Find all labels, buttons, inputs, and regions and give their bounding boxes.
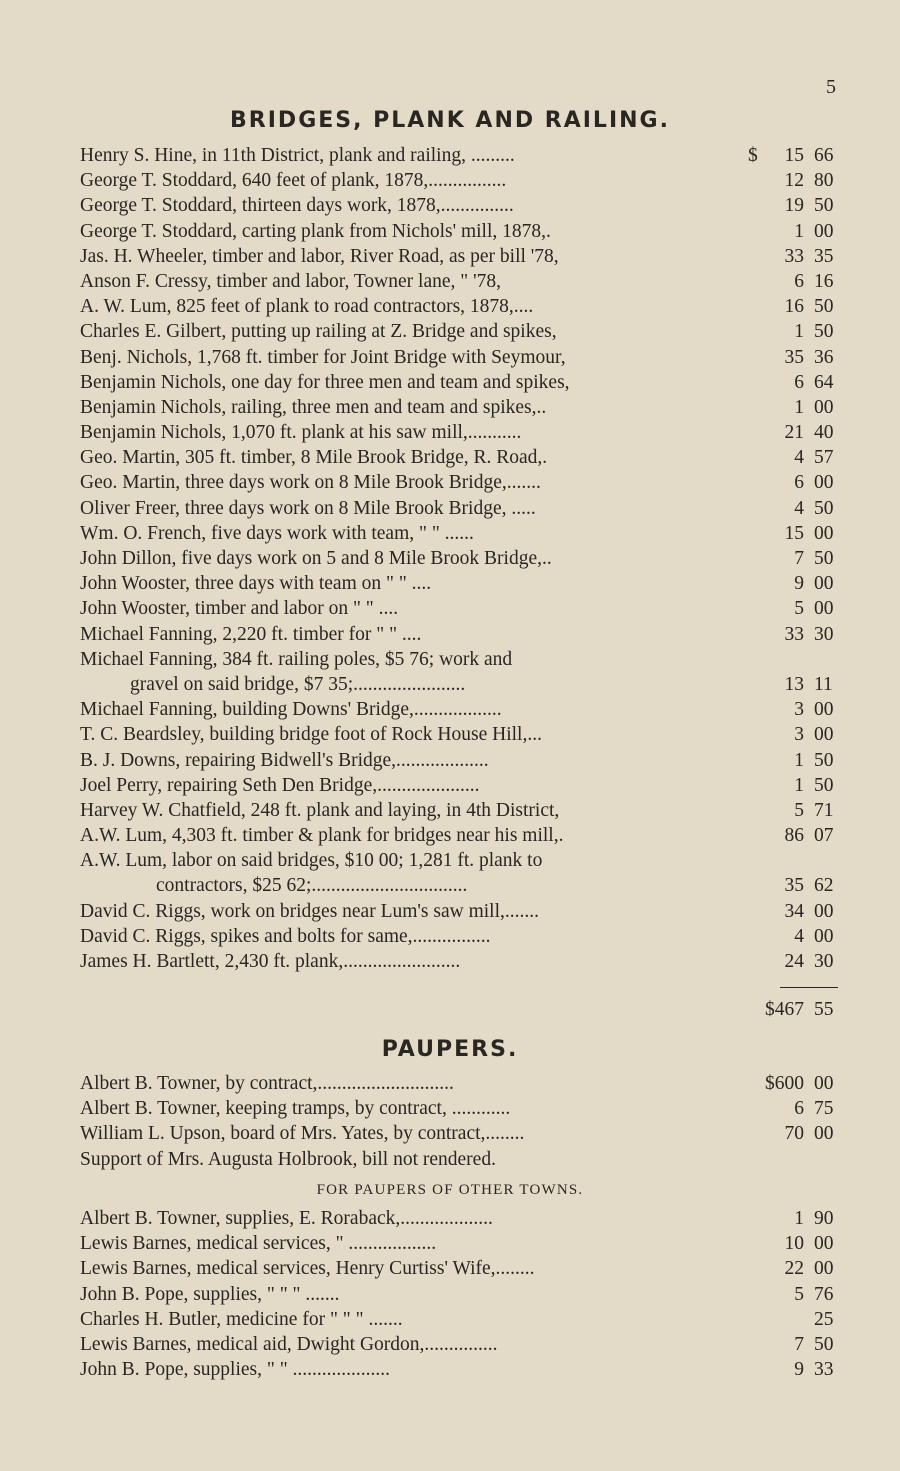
ledger-entry bbox=[0, 699, 900, 724]
amount-dollars: 22 bbox=[784, 1258, 804, 1280]
ledger-entry bbox=[0, 296, 900, 321]
amount-cents: 07 bbox=[814, 825, 834, 847]
amount-dollars: 1 bbox=[794, 396, 804, 418]
ledger-entry bbox=[0, 1098, 900, 1123]
amount-cents: 00 bbox=[814, 1123, 834, 1145]
ledger-entry bbox=[0, 1334, 900, 1359]
ledger-entry bbox=[0, 1359, 900, 1384]
amount-cents: 00 bbox=[814, 522, 834, 544]
amount-cents: 50 bbox=[814, 195, 834, 217]
entry-description: Harvey W. Chatfield, 248 ft. plank and laying, in 4th District, bbox=[80, 799, 560, 821]
entry-description: David C. Riggs, spikes and bolts for same,................ bbox=[80, 925, 491, 947]
entry-description: Oliver Freer, three days work on 8 Mile Brook Bridge, ..... bbox=[80, 497, 536, 519]
total-rule bbox=[780, 987, 838, 988]
amount-dollars: 5 bbox=[794, 598, 804, 620]
entry-description: Anson F. Cressy, timber and labor, Towner lane, " '78, bbox=[80, 270, 501, 292]
entry-description: George T. Stoddard, carting plank from Nichols' mill, 1878,. bbox=[80, 220, 551, 242]
amount-cents: 50 bbox=[814, 774, 834, 796]
ledger-entry bbox=[0, 145, 900, 170]
amount-dollars: 6 bbox=[794, 472, 804, 494]
amount-cents: 16 bbox=[814, 270, 834, 292]
entry-description: George T. Stoddard, 640 feet of plank, 1878,................ bbox=[80, 170, 507, 192]
ledger-entry bbox=[0, 195, 900, 220]
amount-cents: 64 bbox=[814, 371, 834, 393]
amount-dollars: 13 bbox=[784, 673, 804, 695]
ledger-entry bbox=[0, 1149, 900, 1174]
ledger-entry bbox=[0, 271, 900, 296]
entry-description: John Wooster, three days with team on " " .... bbox=[80, 573, 432, 595]
entry-description: James H. Bartlett, 2,430 ft. plank,........................ bbox=[80, 951, 461, 972]
entry-description: Michael Fanning, 2,220 ft. timber for " " .... bbox=[80, 623, 422, 645]
ledger-entry bbox=[0, 221, 900, 246]
ledger-entry bbox=[0, 901, 900, 926]
amount-dollars: 86 bbox=[784, 825, 804, 847]
ledger-entry bbox=[0, 498, 900, 523]
amount-dollars: 9 bbox=[794, 573, 804, 595]
entry-description: John Wooster, timber and labor on " " .... bbox=[80, 598, 399, 620]
amount-cents: 80 bbox=[814, 170, 834, 192]
ledger-entry bbox=[0, 598, 900, 623]
amount-dollars: 33 bbox=[784, 623, 804, 645]
ledger-entry bbox=[0, 170, 900, 195]
amount-cents: 50 bbox=[814, 548, 834, 569]
ledger-entry bbox=[0, 674, 900, 699]
ledger-entry bbox=[0, 397, 900, 422]
amount-dollars: 3 bbox=[794, 699, 804, 721]
amount-dollars: 4 bbox=[794, 497, 804, 519]
entry-description: Lewis Barnes, medical services, Henry Curtiss' Wife,........ bbox=[80, 1258, 535, 1280]
amount-cents: 30 bbox=[814, 951, 834, 972]
entry-description: Albert B. Towner, supplies, E. Roraback,................... bbox=[80, 1208, 493, 1229]
amount-dollars: 1 bbox=[794, 220, 804, 242]
ledger-entry bbox=[0, 1073, 900, 1098]
amount-dollars: 15 bbox=[784, 522, 804, 544]
amount-cents: 35 bbox=[814, 245, 834, 267]
amount-cents: 76 bbox=[814, 1283, 834, 1305]
amount-dollars: 15 bbox=[784, 145, 804, 166]
entry-description: Henry S. Hine, in 11th District, plank and railing, ......... bbox=[80, 145, 515, 166]
amount-dollars: 70 bbox=[784, 1123, 804, 1145]
amount-dollars: 4 bbox=[794, 925, 804, 947]
amount-dollars: 5 bbox=[794, 1283, 804, 1305]
entry-description: Benjamin Nichols, one day for three men and team and spikes, bbox=[80, 371, 570, 393]
ledger-entry bbox=[0, 548, 900, 573]
ledger-entry bbox=[0, 1123, 900, 1148]
amount-cents: 00 bbox=[814, 1073, 834, 1094]
amount-dollars: $600 bbox=[765, 1073, 804, 1094]
ledger-entry bbox=[0, 447, 900, 472]
ledger-entry bbox=[0, 825, 900, 850]
entry-description: A. W. Lum, 825 feet of plank to road contractors, 1878,.... bbox=[80, 296, 534, 318]
ledger-entry bbox=[0, 1258, 900, 1283]
ledger-entry bbox=[0, 624, 900, 649]
ledger-entry bbox=[0, 926, 900, 951]
ledger-entry bbox=[0, 523, 900, 548]
amount-dollars: 12 bbox=[784, 170, 804, 192]
entry-description: Geo. Martin, three days work on 8 Mile Brook Bridge,....... bbox=[80, 472, 541, 494]
entry-description: John B. Pope, supplies, " " " ....... bbox=[80, 1283, 340, 1305]
entry-description: Albert B. Towner, by contract,............................ bbox=[80, 1073, 454, 1094]
amount-dollars: 35 bbox=[784, 875, 804, 897]
amount-dollars: 6 bbox=[794, 270, 804, 292]
amount-cents: 00 bbox=[814, 900, 834, 922]
ledger-entry bbox=[0, 1233, 900, 1258]
amount-cents: 11 bbox=[814, 673, 833, 695]
ledger-entry bbox=[0, 649, 900, 674]
entry-description: Charles E. Gilbert, putting up railing at Z. Bridge and spikes, bbox=[80, 321, 557, 343]
entry-description: B. J. Downs, repairing Bidwell's Bridge,................... bbox=[80, 749, 489, 771]
amount-cents: 00 bbox=[814, 220, 834, 242]
bridges-list bbox=[0, 145, 900, 976]
ledger-entry bbox=[0, 875, 900, 900]
amount-dollars: 7 bbox=[794, 1333, 804, 1355]
ledger-entry bbox=[0, 321, 900, 346]
ledger-entry bbox=[0, 347, 900, 372]
entry-description: Geo. Martin, 305 ft. timber, 8 Mile Brook Bridge, R. Road,. bbox=[80, 447, 548, 469]
page-number: 5 bbox=[826, 76, 836, 98]
amount-cents: 00 bbox=[814, 1233, 834, 1255]
entry-description: Charles H. Butler, medicine for " " " ....... bbox=[80, 1308, 403, 1330]
amount-dollars: 6 bbox=[794, 1098, 804, 1120]
entry-description: Benjamin Nichols, railing, three men and team and spikes,.. bbox=[80, 396, 547, 418]
amount-dollars: 4 bbox=[794, 447, 804, 469]
ledger-entry bbox=[0, 1284, 900, 1309]
amount-cents: 00 bbox=[814, 724, 834, 746]
total-cents: 55 bbox=[814, 999, 834, 1020]
ledger-entry bbox=[0, 951, 900, 976]
amount-dollars: 5 bbox=[794, 799, 804, 821]
amount-dollars: 24 bbox=[784, 951, 804, 972]
amount-cents: 00 bbox=[814, 925, 834, 947]
dollar-sign: $ bbox=[748, 145, 758, 166]
amount-dollars: 1 bbox=[794, 749, 804, 771]
amount-cents: 57 bbox=[814, 447, 834, 469]
amount-dollars: 9 bbox=[794, 1359, 804, 1381]
amount-cents: 62 bbox=[814, 875, 834, 897]
entry-description: John B. Pope, supplies, " " .................... bbox=[80, 1359, 391, 1381]
entry-description: Lewis Barnes, medical aid, Dwight Gordon,............... bbox=[80, 1333, 498, 1355]
amount-dollars: 7 bbox=[794, 548, 804, 569]
ledger-entry bbox=[0, 573, 900, 598]
amount-cents: 00 bbox=[814, 573, 834, 595]
amount-dollars: 6 bbox=[794, 371, 804, 393]
ledger-entry bbox=[0, 1309, 900, 1334]
amount-cents: 00 bbox=[814, 598, 834, 620]
other-towns-list bbox=[0, 1208, 900, 1384]
entry-description: contractors, $25 62;................................ bbox=[156, 875, 468, 897]
amount-cents: 50 bbox=[814, 1333, 834, 1355]
paupers-heading: PAUPERS. bbox=[381, 1037, 519, 1062]
amount-cents: 66 bbox=[814, 145, 834, 166]
amount-cents: 40 bbox=[814, 422, 834, 444]
total-dollars: $467 bbox=[765, 999, 804, 1020]
ledger-entry bbox=[0, 850, 900, 875]
amount-dollars: 35 bbox=[784, 346, 804, 368]
bridges-heading: BRIDGES, PLANK AND RAILING. bbox=[230, 108, 670, 133]
ledger-entry bbox=[0, 372, 900, 397]
amount-cents: 25 bbox=[814, 1308, 834, 1330]
entry-description: George T. Stoddard, thirteen days work, 1878,............... bbox=[80, 195, 514, 217]
amount-dollars: 33 bbox=[784, 245, 804, 267]
entry-description: A.W. Lum, 4,303 ft. timber & plank for bridges near his mill,. bbox=[80, 825, 564, 847]
entry-description: Joel Perry, repairing Seth Den Bridge,..................... bbox=[80, 774, 480, 796]
entry-description: John Dillon, five days work on 5 and 8 Mile Brook Bridge,.. bbox=[80, 548, 552, 569]
amount-dollars: 10 bbox=[784, 1233, 804, 1255]
entry-description: T. C. Beardsley, building bridge foot of Rock House Hill,... bbox=[80, 724, 542, 746]
entry-description: Benjamin Nichols, 1,070 ft. plank at his saw mill,........... bbox=[80, 422, 522, 444]
ledger-entry bbox=[0, 775, 900, 800]
amount-dollars: 1 bbox=[794, 321, 804, 343]
other-towns-subheading: FOR PAUPERS OF OTHER TOWNS. bbox=[316, 1182, 584, 1198]
amount-cents: 00 bbox=[814, 396, 834, 418]
entry-description: William L. Upson, board of Mrs. Yates, by contract,........ bbox=[80, 1123, 525, 1145]
amount-dollars: 1 bbox=[794, 774, 804, 796]
amount-cents: 50 bbox=[814, 749, 834, 771]
amount-cents: 50 bbox=[814, 321, 834, 343]
bridges-total bbox=[0, 999, 900, 1025]
amount-cents: 90 bbox=[814, 1208, 834, 1229]
ledger-entry bbox=[0, 750, 900, 775]
entry-description: Michael Fanning, building Downs' Bridge,.................. bbox=[80, 699, 502, 721]
amount-dollars: 3 bbox=[794, 724, 804, 746]
ledger-entry bbox=[0, 472, 900, 497]
amount-cents: 75 bbox=[814, 1098, 834, 1120]
entry-description: Lewis Barnes, medical services, " .................. bbox=[80, 1233, 437, 1255]
ledger-entry bbox=[0, 724, 900, 749]
ledger-entry bbox=[0, 422, 900, 447]
amount-cents: 71 bbox=[814, 799, 834, 821]
amount-cents: 50 bbox=[814, 497, 834, 519]
amount-cents: 30 bbox=[814, 623, 834, 645]
ledger-entry bbox=[0, 1208, 900, 1233]
entry-description: Albert B. Towner, keeping tramps, by contract, ............ bbox=[80, 1098, 511, 1120]
amount-cents: 00 bbox=[814, 699, 834, 721]
entry-description: A.W. Lum, labor on said bridges, $10 00; 1,281 ft. plank to bbox=[80, 850, 543, 872]
amount-dollars: 34 bbox=[784, 900, 804, 922]
amount-cents: 50 bbox=[814, 296, 834, 318]
entry-description: Support of Mrs. Augusta Holbrook, bill not rendered. bbox=[80, 1148, 496, 1170]
amount-dollars: 19 bbox=[784, 195, 804, 217]
amount-dollars: 16 bbox=[784, 296, 804, 318]
entry-description: Benj. Nichols, 1,768 ft. timber for Joint Bridge with Seymour, bbox=[80, 346, 566, 368]
amount-cents: 00 bbox=[814, 1258, 834, 1280]
amount-cents: 33 bbox=[814, 1359, 834, 1381]
ledger-entry bbox=[0, 246, 900, 271]
entry-description: Wm. O. French, five days work with team, " " ...... bbox=[80, 522, 474, 544]
amount-dollars: 21 bbox=[784, 422, 804, 444]
entry-description: David C. Riggs, work on bridges near Lum's saw mill,....... bbox=[80, 900, 540, 922]
paupers-list bbox=[0, 1073, 900, 1174]
amount-cents: 36 bbox=[814, 346, 834, 368]
ledger-entry bbox=[0, 800, 900, 825]
amount-dollars: 1 bbox=[794, 1208, 804, 1229]
entry-description: Michael Fanning, 384 ft. railing poles, $5 76; work and bbox=[80, 648, 513, 670]
entry-description: Jas. H. Wheeler, timber and labor, River Road, as per bill '78, bbox=[80, 245, 559, 267]
entry-description: gravel on said bridge, $7 35;....................... bbox=[130, 673, 466, 695]
amount-cents: 00 bbox=[814, 472, 834, 494]
